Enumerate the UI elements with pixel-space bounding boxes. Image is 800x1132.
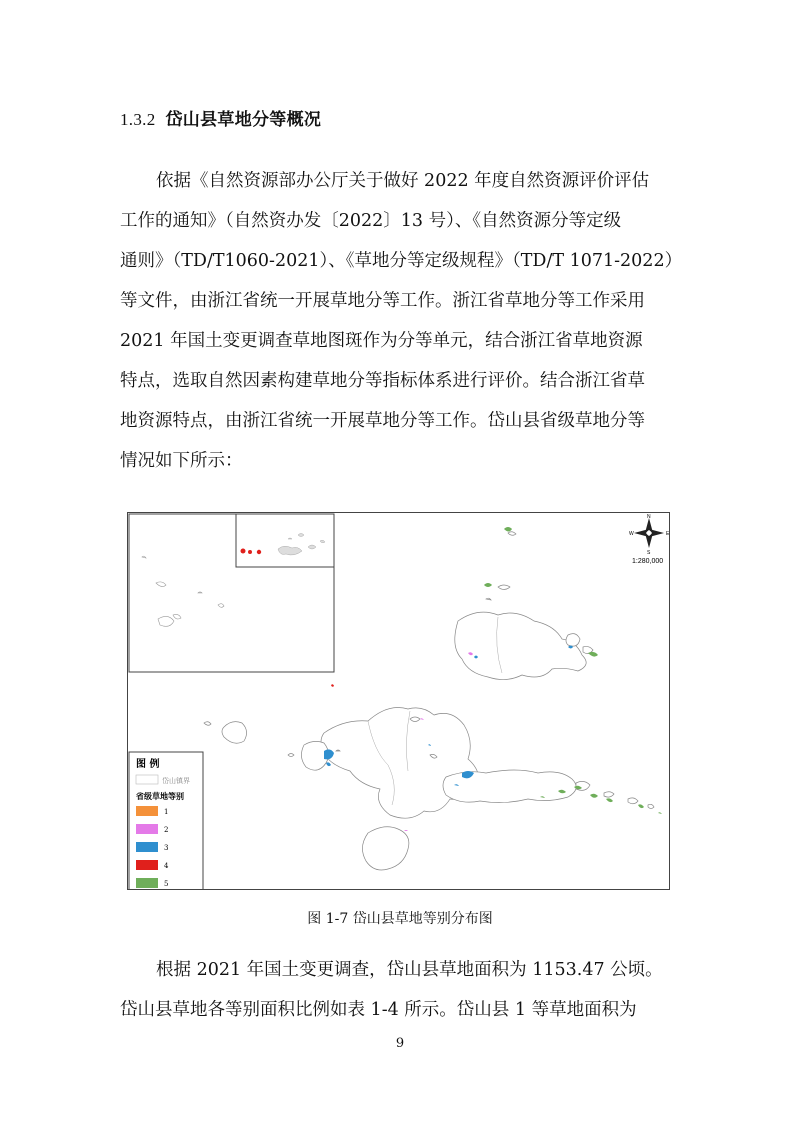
- main-islands: [204, 532, 654, 870]
- paragraph-line: 岱山县草地各等别面积比例如表 1-4 所示。岱山县 1 等草地面积为: [120, 1000, 637, 1020]
- paragraph-line: 情况如下所示：: [120, 451, 243, 471]
- legend-swatch-grade-2: [136, 824, 158, 834]
- legend-swatch-grade-3: [136, 842, 158, 852]
- body-paragraph-2: [120, 950, 680, 1030]
- figure-caption: 图 1-7 岱山县草地等别分布图: [307, 911, 493, 927]
- compass-w: W: [629, 531, 634, 537]
- body-paragraph-1: [120, 161, 683, 481]
- paragraph-line: 2021 年国土变更调查草地图斑作为分等单元，结合浙江省草地资源: [120, 331, 643, 351]
- legend-swatch-grade-4: [136, 860, 158, 870]
- legend-label-grade-1: 1: [164, 808, 169, 816]
- section-number: 1.3.2: [120, 110, 156, 129]
- legend-boundary-swatch: [136, 775, 158, 784]
- legend-label-grade-2: 2: [164, 826, 169, 834]
- legend-title: 图 例: [136, 759, 160, 770]
- north-arrow-icon: [629, 514, 670, 556]
- legend-boundary-label: 岱山镇界: [162, 777, 190, 785]
- legend-swatch-grade-1: [136, 806, 158, 816]
- section-heading: [120, 105, 321, 130]
- map-legend: [129, 752, 203, 890]
- map-scale: 1:280,000: [632, 558, 664, 565]
- legend-subtitle: 省级草地等别: [136, 791, 184, 801]
- paragraph-line: 根据 2021 年国土变更调查，岱山县草地面积为 1153.47 公顷。: [156, 960, 663, 980]
- paragraph-line: 等文件，由浙江省统一开展草地分等工作。浙江省草地分等工作采用: [120, 291, 645, 311]
- inset-grade4-marker: [248, 550, 252, 554]
- page-number: 9: [395, 1036, 405, 1051]
- paragraph-line: 特点，选取自然因素构建草地分等指标体系进行评价。结合浙江省草: [120, 371, 645, 391]
- inset-detail-islands: [278, 534, 325, 556]
- inset-detail-frame: [236, 514, 334, 567]
- paragraph-line: 地资源特点，由浙江省统一开展草地分等工作。岱山县省级草地分等: [120, 411, 645, 431]
- compass-e: E: [666, 531, 670, 537]
- inset-islands: [142, 556, 224, 626]
- legend-swatch-grade-5: [136, 878, 158, 888]
- paragraph-line: 工作的通知》（自然资办发〔2022〕13 号）、《自然资源分等定级: [120, 211, 622, 231]
- paragraph-line: 依据《自然资源部办公厅关于做好 2022 年度自然资源评价评估: [156, 171, 650, 191]
- legend-label-grade-4: 4: [164, 862, 169, 870]
- legend-label-grade-3: 3: [164, 844, 169, 852]
- grade4-patches: [331, 684, 334, 687]
- compass-n: N: [647, 514, 651, 520]
- paragraph-line: 通则》（TD/T1060-2021）、《草地分等定级规程》（TD/T 1071-2022）: [120, 251, 683, 271]
- inset-grade4-marker: [257, 550, 261, 554]
- inset-grade4-marker: [241, 549, 246, 554]
- section-title: 岱山县草地分等概况: [165, 110, 322, 130]
- legend-label-grade-5: 5: [164, 880, 169, 888]
- inset-map-frame: [129, 514, 334, 672]
- grassland-grade-map: [127, 512, 670, 890]
- map-canvas: [128, 513, 670, 890]
- compass-s: S: [647, 550, 651, 556]
